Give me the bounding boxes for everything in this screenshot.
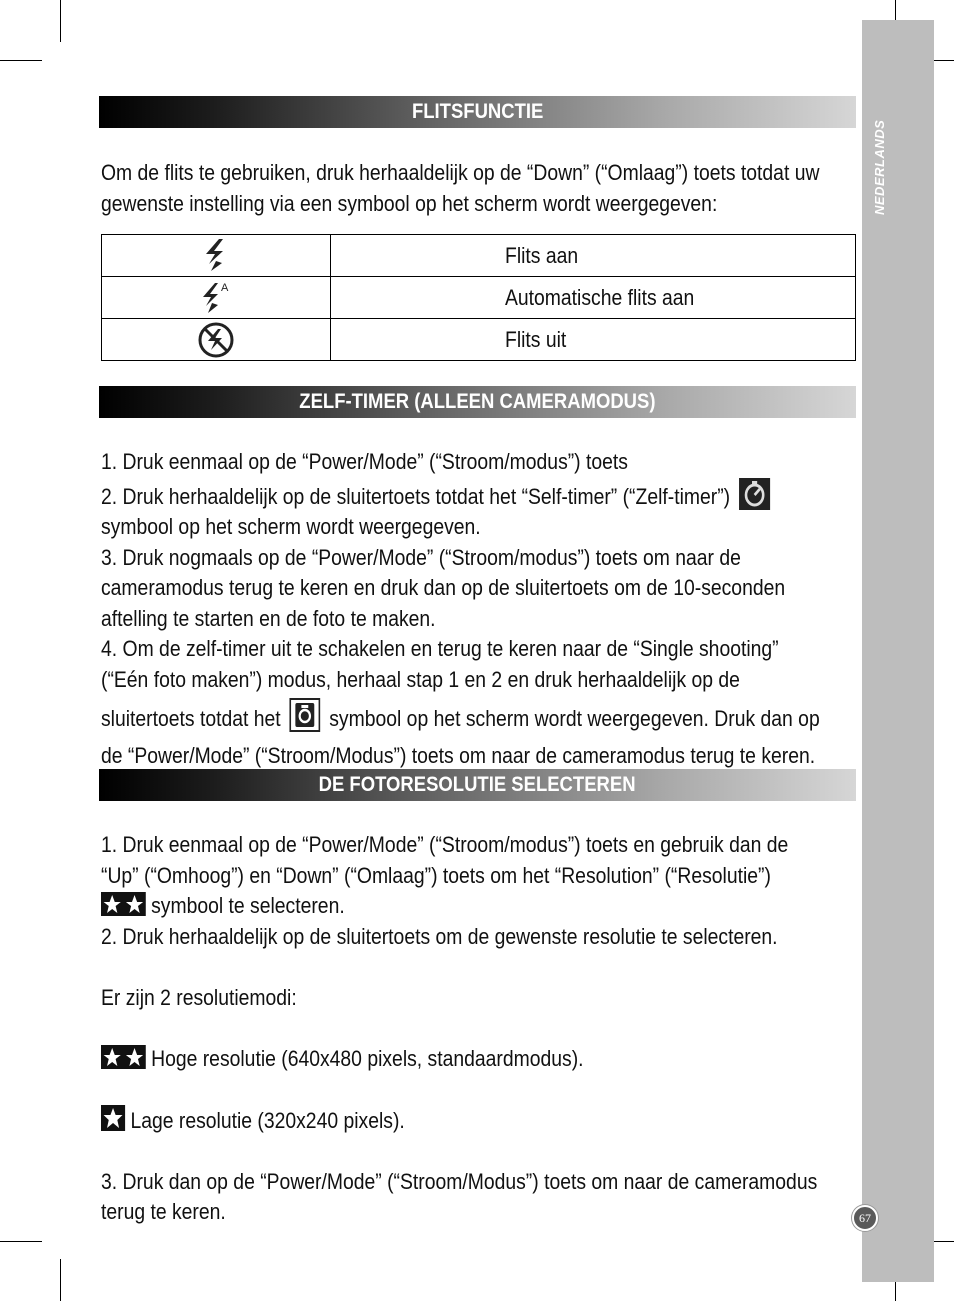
table-row	[102, 277, 856, 319]
crop-mark	[60, 1259, 61, 1301]
flash-on-icon	[201, 237, 231, 275]
text-line: “Up” (“Omhoog”) en “Down” (“Omlaag”) toets om het “Resolution” (“Resolutie”)	[101, 862, 771, 888]
two-stars-icon	[101, 892, 146, 916]
table-row	[102, 319, 856, 361]
text-line: terug te keren.	[101, 1199, 226, 1224]
text-line: 3. Druk nogmaals op de “Power/Mode” (“Stroom/modus”) toets om naar de	[101, 544, 741, 570]
single-shot-icon	[289, 698, 320, 741]
resolution-instructions	[101, 830, 856, 1228]
two-stars-icon	[101, 1045, 146, 1069]
crop-mark	[0, 60, 42, 61]
text-line	[101, 1044, 750, 1075]
spacer	[101, 1136, 750, 1167]
self-timer-icon	[739, 478, 770, 510]
label-cell: Automatische flits aan	[331, 277, 856, 319]
section-heading-resolution: DE FOTORESOLUTIE SELECTEREN	[99, 769, 856, 801]
flash-auto-icon	[199, 279, 233, 317]
section-heading-flash: FLITSFUNCTIE	[99, 96, 856, 128]
spacer	[101, 1013, 750, 1044]
one-star-icon	[101, 1105, 125, 1131]
self-timer-instructions	[101, 447, 856, 771]
text-line	[101, 698, 820, 741]
text-line: 1. Druk eenmaal op de “Power/Mode” (“Stroom/modus”) toets en gebruik dan de	[101, 832, 789, 857]
spacer	[101, 952, 750, 983]
text-line: Er zijn 2 resolutiemodi:	[101, 984, 297, 1010]
text-line	[101, 891, 750, 922]
icon-cell	[102, 319, 331, 361]
flash-off-icon	[197, 321, 235, 359]
spacer	[101, 1074, 750, 1105]
text-line: 3. Druk dan op de “Power/Mode” (“Stroom/Modus”) toets om naar de cameramodus	[101, 1168, 818, 1194]
svg-text:A: A	[221, 281, 229, 294]
text-line: cameramodus terug te keren en druk dan op de sluitertoets om de 10-seconden	[101, 575, 786, 600]
section-heading-self-timer: ZELF-TIMER (ALLEEN CAMERAMODUS)	[99, 386, 856, 418]
text-line: 4. Om de zelf-timer uit te schakelen en terug te keren naar de “Single shooting”	[101, 636, 779, 661]
icon-cell	[102, 235, 331, 277]
line-text: Hoge resolutie (640x480 pixels, standaardmodus).	[151, 1045, 584, 1071]
flash-intro	[101, 158, 856, 219]
page-number: 67	[852, 1205, 878, 1231]
flash-modes-table	[101, 234, 856, 361]
crop-mark	[60, 0, 61, 42]
line-text: symbool op het scherm wordt weergegeven. Druk dan op	[329, 706, 820, 731]
text-line	[101, 478, 750, 513]
line-text: symbool te selecteren.	[151, 893, 345, 918]
text-line: de “Power/Mode” (“Stroom/Modus”) toets om naar de cameramodus terug te keren.	[101, 742, 816, 768]
text-line	[101, 1105, 750, 1137]
line-text: sluitertoets totdat het	[101, 706, 281, 731]
table-row	[102, 235, 856, 277]
text-line: (“Eén foto maken”) modus, herhaal stap 1 en 2 en druk herhaaldelijk op de	[101, 666, 740, 692]
text-line: symbool op het scherm wordt weergegeven.	[101, 514, 481, 539]
text-line: 1. Druk eenmaal op de “Power/Mode” (“Stroom/modus”) toets	[101, 449, 628, 474]
label-cell: Flits uit	[331, 319, 856, 361]
crop-mark	[0, 1241, 42, 1242]
text-line: 2. Druk herhaaldelijk op de sluitertoets om de gewenste resolutie te selecteren.	[101, 923, 778, 949]
language-label: NEDERLANDS	[872, 119, 887, 215]
line-text: Lage resolutie (320x240 pixels).	[130, 1107, 405, 1133]
intro-line: Om de flits te gebruiken, druk herhaaldelijk op de “Down” (“Omlaag”) toets totdat uw	[101, 160, 820, 185]
intro-line: gewenste instelling via een symbool op het scherm wordt weergegeven:	[101, 190, 718, 216]
label-cell: Flits aan	[331, 235, 856, 277]
line-text: 2. Druk herhaaldelijk op de sluitertoets totdat het “Self-timer” (“Zelf-timer”)	[101, 483, 731, 509]
icon-cell	[102, 277, 331, 319]
text-line: aftelling te starten en de foto te maken.	[101, 605, 436, 631]
